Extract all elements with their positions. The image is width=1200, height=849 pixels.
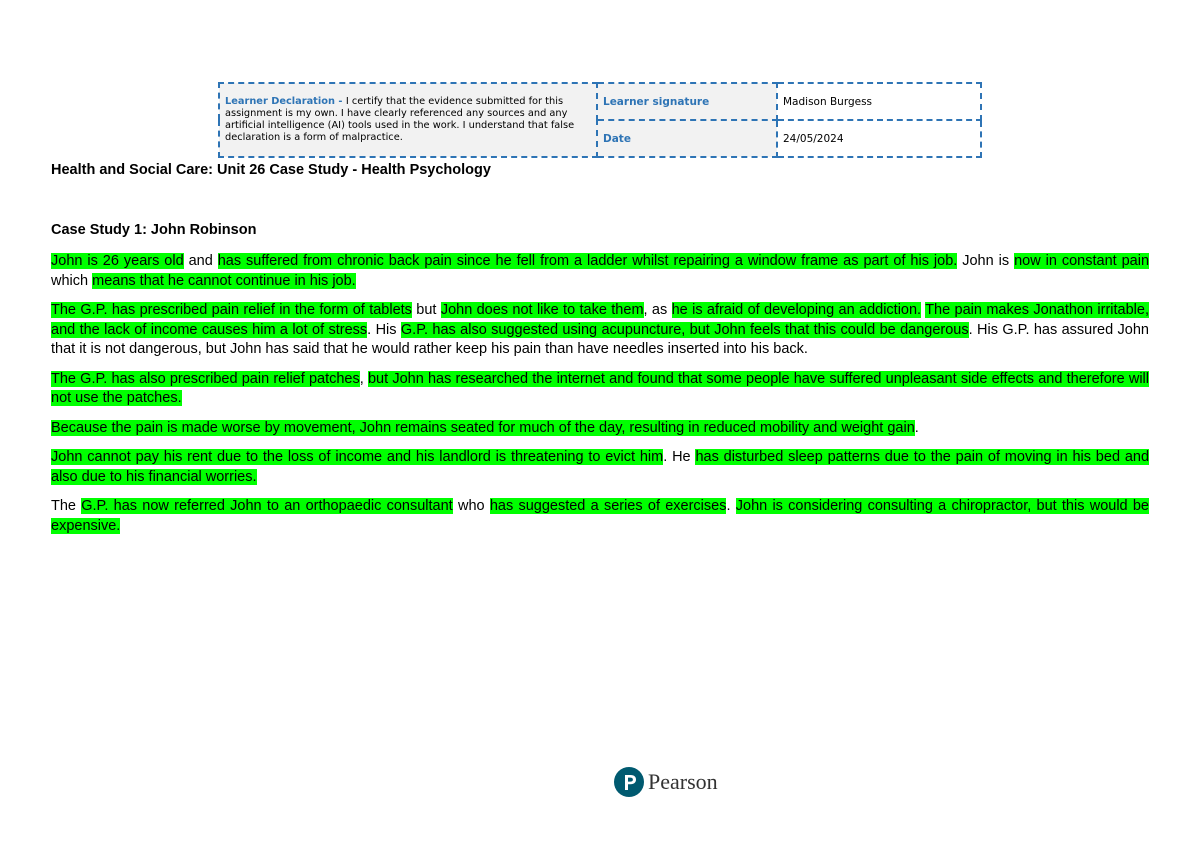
plain-text: . [726,498,736,514]
pearson-logo [614,766,724,800]
case-study-title: Case Study 1: John Robinson [51,222,257,238]
plain-text: , as [643,302,672,318]
highlighted-text: G.P. has also suggested using acupuncture, but John feels that this could be dangerous [400,321,969,338]
case-paragraph [51,252,1149,291]
plain-text: who [452,498,490,514]
case-paragraph [51,370,1149,409]
plain-text: . He [663,449,696,465]
highlighted-text: has suffered from chronic back pain since he fell from a ladder whilst repairing a window frame as part of his job. [217,253,958,269]
plain-text: , [359,370,368,387]
highlighted-text: John is 26 years old [51,253,184,269]
highlighted-text: has disturbed sleep patterns due to the pain of moving in his bed and also due to his financial worries. [51,449,1150,485]
highlighted-text: G.P. has now referred John to an orthopaedic consultant [81,498,453,514]
case-paragraph [51,448,1149,487]
highlighted-text: John is considering consulting a chiropractor, but this would be expensive. [51,498,1149,534]
signature-value: Madison Burgess [777,83,981,120]
highlighted-text: The G.P. has also prescribed pain relief patches [51,370,360,387]
plain-text: John is [957,253,1015,269]
highlighted-text: The G.P. has prescribed pain relief in the form of tablets [51,302,412,318]
highlighted-text: The pain makes Jonathon irritable, and the lack of income causes him a lot of stress [51,302,1149,338]
highlighted-text: now in constant pain [1014,253,1150,269]
document-title: Health and Social Care: Unit 26 Case Study - Health Psychology [51,162,491,178]
highlighted-text: but John has researched the internet and found that some people have suffered unpleasant side effects and therefore will not use the patches. [51,370,1149,406]
pearson-p-icon [614,767,644,797]
highlighted-text: John cannot pay his rent due to the loss of income and his landlord is threatening to evict him [51,449,664,465]
declaration-table [218,82,982,158]
case-study-body [51,252,1149,546]
plain-text: . His [367,321,401,338]
declaration-text: I certify that the evidence submitted for this assignment is my own. I have clearly referenced any sources and any artificial intelligence (AI) tools used in the work. I understand that false declaration is a form of malpractice. [225,96,575,143]
pearson-logo-text: Pearson [648,769,718,794]
highlighted-text: he is afraid of developing an addiction. [671,302,922,318]
signature-label: Learner signature [597,83,777,120]
plain-text: which [51,272,93,289]
highlighted-text: John does not like to take them [440,302,644,318]
date-label: Date [597,120,777,157]
plain-text: . His G.P. has assured John that it is not dangerous, but John has said that he would rather keep his pain than have needles inserted into his back. [51,321,1149,357]
date-value: 24/05/2024 [777,120,981,157]
plain-text: The [51,498,82,514]
case-paragraph [51,301,1149,360]
highlighted-text: has suggested a series of exercises [489,498,727,514]
declaration-cell [219,83,597,157]
highlighted-text: Because the pain is made worse by movement, John remains seated for much of the day, resulting in reduced mobility and weight gain [51,419,915,436]
declaration-label: Learner Declaration - [225,96,346,107]
case-paragraph [51,419,1149,439]
plain-text: . [914,419,919,436]
plain-text: but [411,302,441,318]
highlighted-text: means that he cannot continue in his job. [92,272,356,289]
plain-text: and [183,253,218,269]
case-paragraph [51,497,1149,536]
